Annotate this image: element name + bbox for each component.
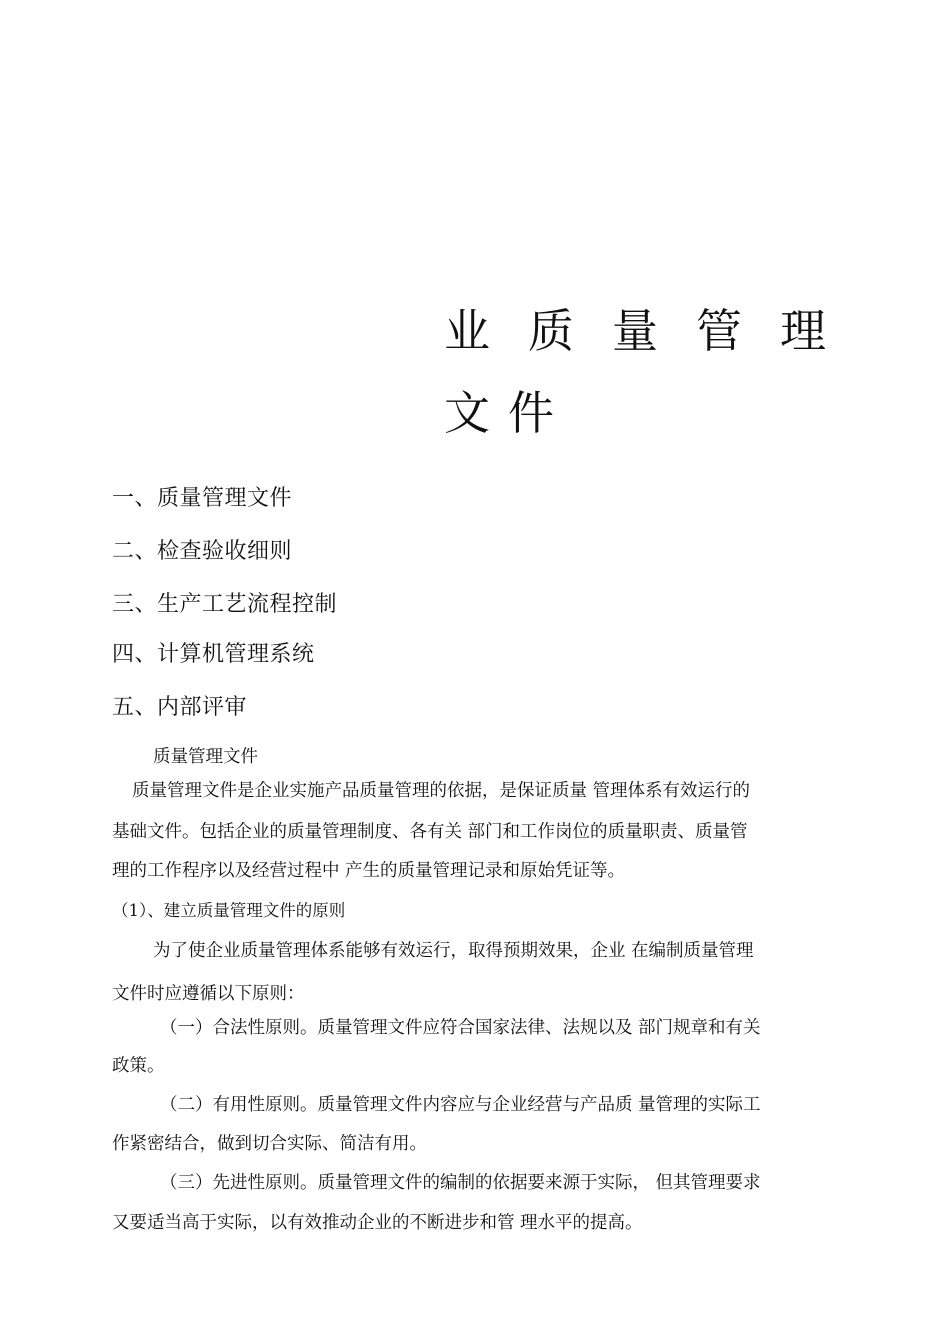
principle-3-line-2: 又要适当高于实际，以有效推动企业的不断进步和管 理水平的提高。 [112,1213,643,1233]
paragraph-1-line-3: 理的工作程序以及经营过程中 产生的质量管理记录和原始凭证等。 [112,861,626,881]
principle-1-line-1: （一）合法性原则。质量管理文件应符合国家法律、法规以及 部门规章和有关 [160,1018,761,1038]
document-title-line-1: 业质量管理 [444,304,864,358]
principle-2-line-2: 作紧密结合，做到切合实际、简洁有用。 [112,1134,427,1154]
document-title-line-2: 文件 [444,386,572,440]
principle-2-line-1: （二）有用性原则。质量管理文件内容应与企业经营与产品质 量管理的实际工 [160,1095,761,1115]
toc-item-1: 一、质量管理文件 [112,486,293,511]
paragraph-2-line-1: 为了使企业质量管理体系能够有效运行，取得预期效果，企业 在编制质量管理 [153,941,754,961]
toc-item-3: 三、生产工艺流程控制 [112,592,338,617]
toc-item-5: 五、内部评审 [112,695,248,720]
paragraph-1-line-2: 基础文件。包括企业的质量管理制度、各有关 部门和工作岗位的质量职责、质量管 [112,822,748,842]
toc-item-2: 二、检查验收细则 [112,539,293,564]
toc-item-4: 四、计算机管理系统 [112,642,315,667]
sub-heading: （1）、建立质量管理文件的原则 [112,901,346,920]
paragraph-2-line-2: 文件时应遵循以下原则： [112,984,305,1004]
principle-1-line-2: 政策。 [112,1056,165,1076]
principle-3-line-1: （三）先进性原则。质量管理文件的编制的依据要来源于实际， 但其管理要求 [160,1173,761,1193]
section-heading: 质量管理文件 [153,747,258,767]
paragraph-1-line-1: 质量管理文件是企业实施产品质量管理的依据，是保证质量 管理体系有效运行的 [132,781,751,801]
